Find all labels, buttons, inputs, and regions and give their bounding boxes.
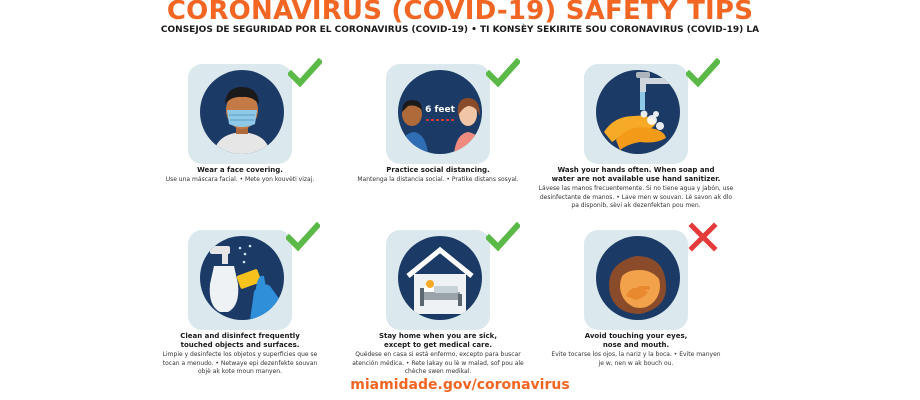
tip-title: Clean and disinfect frequently xyxy=(180,332,300,340)
tip-tile-social-distancing xyxy=(386,64,490,164)
tip-title: except to get medical care. xyxy=(384,341,492,349)
tip-caption-social-distancing xyxy=(338,166,538,185)
tip-body: Limpie y desinfecte los objetos y superficies que se xyxy=(162,351,318,358)
social-distancing-icon xyxy=(398,70,482,154)
checkmark-icon xyxy=(286,222,320,252)
tip-body: Mantenga la distancia social. • Pratike distans sosyal. xyxy=(357,176,519,183)
tip-body: je w, nen w ak bouch ou. xyxy=(598,359,674,367)
tip-tile-face-covering xyxy=(188,64,292,164)
face-touch-icon xyxy=(596,236,680,320)
tip-body: Quédese en casa si está enfermo, excepto para buscar xyxy=(355,351,521,358)
tip-body: Evite tocarse los ojos, la nariz y la boca. • Evite manyen xyxy=(551,351,721,358)
distance-label: 6 feet xyxy=(425,105,455,115)
tip-body: desinfectante de manos. • Lave men w souvan. Lè savon ak dlo xyxy=(539,193,733,201)
checkmark-icon xyxy=(686,58,720,88)
tip-caption-hand-washing xyxy=(530,166,742,211)
tip-body: objè ak kote moun manyen. xyxy=(198,368,282,375)
page-title: CORONAVIRUS (COVID-19) SAFETY TIPS xyxy=(166,0,754,26)
website-link[interactable]: miamidade.gov/coronavirus xyxy=(350,377,570,393)
tip-title: touched objects and surfaces. xyxy=(180,341,300,349)
tip-tile-hand-washing xyxy=(584,64,688,164)
tip-title: water are not available use hand sanitizer. xyxy=(551,175,721,183)
tip-caption-disinfect xyxy=(140,332,340,377)
tip-title: Stay home when you are sick, xyxy=(379,332,497,340)
tip-tile-disinfect xyxy=(188,230,292,330)
tip-body: Lávese las manos frecuentemente. Si no tiene agua y jabón, use xyxy=(538,185,734,192)
tip-caption-face-covering xyxy=(140,166,340,185)
checkmark-icon xyxy=(288,58,322,88)
stay-home-icon xyxy=(398,236,482,320)
cross-icon xyxy=(688,222,718,252)
checkmark-icon xyxy=(486,222,520,252)
tip-title: Wear a face covering. xyxy=(197,166,283,174)
page-subtitle: CONSEJOS DE SEGURIDAD POR EL CORONAVIRUS (COVID-19) • TI KONSÈY SEKIRITE SOU CORONAVIRUS (COVID-19) LA xyxy=(160,25,760,35)
tip-tile-stay-home xyxy=(386,230,490,330)
tip-tile-avoid-touching xyxy=(584,230,688,330)
face-mask-icon xyxy=(200,70,284,154)
tip-body: chèche swen medikal. xyxy=(404,368,472,375)
tip-caption-stay-home xyxy=(338,332,538,377)
tip-title: Avoid touching your eyes, xyxy=(584,332,688,340)
tip-body: atención médica. • Rete lakay ou lè w malad, sof pou ale xyxy=(352,359,524,367)
tip-title: Wash your hands often. When soap and xyxy=(557,166,715,174)
hand-washing-icon xyxy=(596,70,680,154)
tip-body: tocan a menudo. • Netwaye epi dezenfekte souvan xyxy=(162,359,318,367)
tip-caption-avoid-touching xyxy=(536,332,736,368)
disinfect-spray-icon xyxy=(200,236,284,320)
tip-title: Practice social distancing. xyxy=(386,166,490,174)
tip-body: Use una máscara facial. • Mete yon kouvèti vizaj. xyxy=(165,176,315,183)
tip-title: nose and mouth. xyxy=(602,341,670,349)
checkmark-icon xyxy=(486,58,520,88)
tip-body: pa disponib, sèvi ak dezenfektan pou men. xyxy=(571,202,701,209)
